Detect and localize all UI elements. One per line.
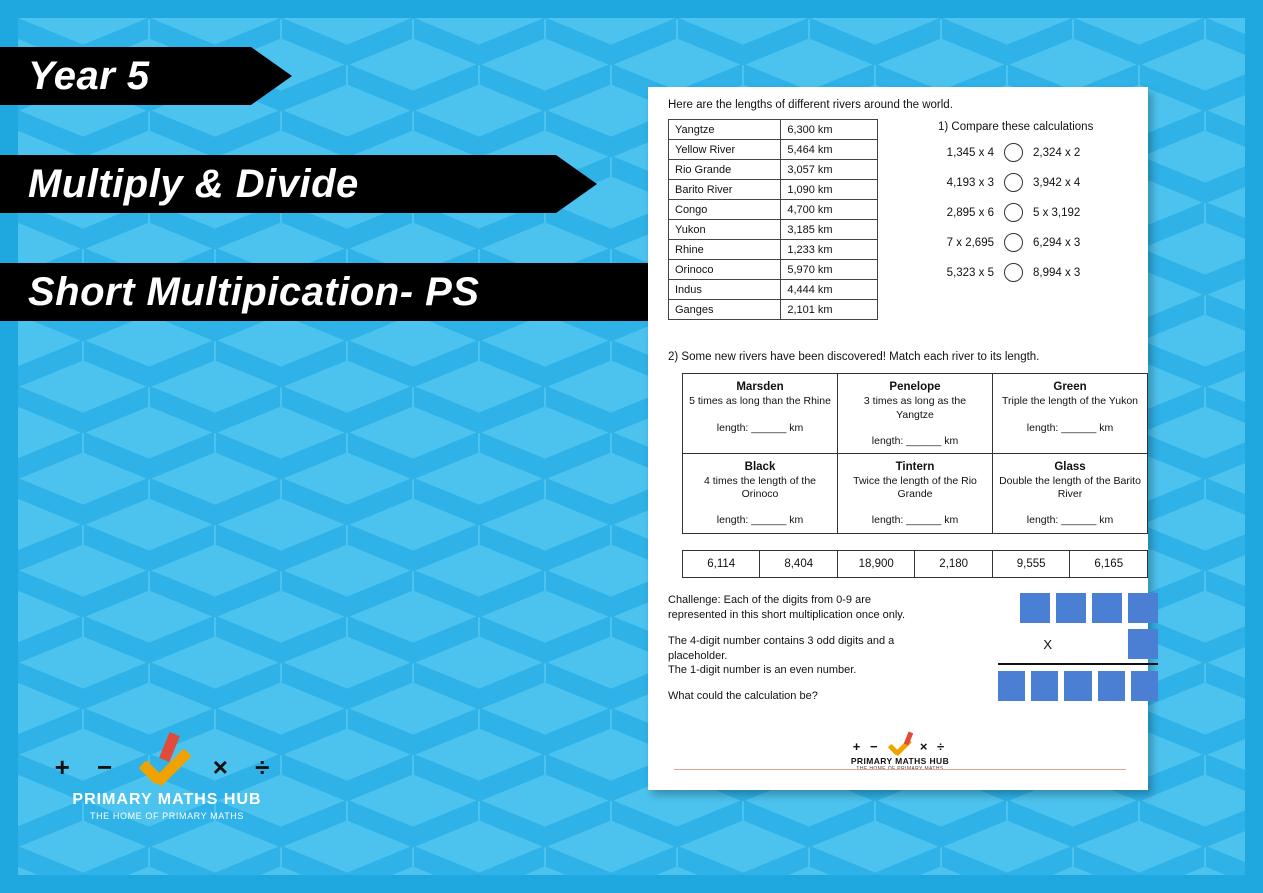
river-card-name: Marsden: [736, 381, 784, 393]
river-card: [838, 453, 993, 533]
table-row: [669, 240, 878, 260]
table-row: [669, 120, 878, 140]
worksheet-content: [668, 99, 1141, 782]
answer-option[interactable]: 2,180: [915, 550, 992, 577]
comparison-row: [916, 203, 1156, 222]
primary-maths-hub-logo: [52, 745, 282, 821]
river-length: 6,300 km: [781, 120, 878, 140]
table-row: [683, 453, 1148, 533]
river-card-clue: 4 times the length of the Orinoco: [703, 475, 817, 501]
river-length: 3,057 km: [781, 160, 878, 180]
river-name: Yellow River: [669, 140, 781, 160]
answer-option[interactable]: 18,900: [837, 550, 914, 577]
question-2: [668, 351, 1141, 578]
river-length: 4,700 km: [781, 200, 878, 220]
river-card-length-blank[interactable]: length: ______ km: [716, 514, 804, 527]
challenge-para-1: Challenge: Each of the digits from 0-9 are represented in this short multiplication once only.: [668, 594, 906, 621]
logo-tagline: THE HOME OF PRIMARY MATHS: [89, 811, 244, 821]
river-length: 4,444 km: [781, 280, 878, 300]
river-name: Congo: [669, 200, 781, 220]
river-card: [993, 374, 1148, 454]
river-card-length-blank[interactable]: length: ______ km: [871, 434, 959, 447]
comparison-answer-circle[interactable]: [1004, 173, 1023, 192]
digit-box[interactable]: [1020, 593, 1050, 623]
logo-times-divide: × ÷: [212, 752, 280, 782]
table-row: [669, 220, 878, 240]
question-1: [916, 121, 1156, 293]
river-name: Rio Grande: [669, 160, 781, 180]
challenge-calculation-boxes: [998, 593, 1158, 707]
river-card: [683, 374, 838, 454]
table-row: [669, 140, 878, 160]
river-card-length-blank[interactable]: length: ______ km: [871, 514, 959, 527]
answer-option[interactable]: 8,404: [760, 550, 837, 577]
logo-name: PRIMARY MATHS HUB: [72, 791, 262, 808]
river-card: [993, 453, 1148, 533]
digit-box[interactable]: [1031, 671, 1058, 701]
comparison-left: 1,345 x 4: [946, 146, 994, 159]
river-card-clue: 5 times as long than the Rhine: [689, 395, 831, 408]
comparison-row: [916, 143, 1156, 162]
banner-year-label: Year 5: [28, 53, 150, 98]
logo-plus-minus: + −: [54, 752, 123, 782]
river-name: Indus: [669, 280, 781, 300]
river-length: 5,970 km: [781, 260, 878, 280]
footer-times-divide: × ÷: [919, 739, 948, 755]
river-length: 5,464 km: [781, 140, 878, 160]
banner-year: [0, 47, 251, 105]
comparison-answer-circle[interactable]: [1004, 233, 1023, 252]
rivers-table: [668, 119, 878, 320]
comparison-right: 2,324 x 2: [1033, 146, 1081, 159]
question-1-title: 1) Compare these calculations: [938, 121, 1094, 133]
banner-topic-label: Multiply & Divide: [28, 161, 359, 206]
river-card-clue: Triple the length of the Yukon: [1001, 395, 1138, 408]
footer-tagline: THE HOME OF PRIMARY MATHS: [856, 766, 944, 772]
worksheet-preview[interactable]: [648, 87, 1148, 790]
answer-option[interactable]: 6,114: [683, 550, 760, 577]
answer-option[interactable]: 6,165: [1070, 550, 1148, 577]
table-row: [669, 160, 878, 180]
digit-box[interactable]: [1092, 593, 1122, 623]
digit-box[interactable]: [1128, 629, 1158, 659]
river-name: Rhine: [669, 240, 781, 260]
river-card-clue: Twice the length of the Rio Grande: [853, 475, 977, 501]
digit-box[interactable]: [1098, 671, 1125, 701]
river-card-length-blank[interactable]: length: ______ km: [716, 421, 804, 434]
banner-subtopic: [0, 263, 734, 321]
river-length: 1,090 km: [781, 180, 878, 200]
river-length: 3,185 km: [781, 220, 878, 240]
challenge-text: [668, 593, 928, 715]
river-name: Yangtze: [669, 120, 781, 140]
river-card-clue: Double the length of the Barito River: [999, 475, 1141, 501]
river-card-clue: 3 times as long as the Yangtze: [863, 395, 967, 421]
logo-icon: [52, 745, 282, 789]
multiply-sign: X: [1043, 636, 1052, 652]
comparison-left: 5,323 x 5: [946, 266, 994, 279]
river-card-name: Glass: [1054, 460, 1086, 473]
river-name: Yukon: [669, 220, 781, 240]
comparison-right: 8,994 x 3: [1033, 266, 1081, 279]
table-row: [669, 260, 878, 280]
comparison-answer-circle[interactable]: [1004, 263, 1023, 282]
comparison-right: 3,942 x 4: [1033, 176, 1081, 189]
river-card-name: Black: [744, 460, 776, 473]
river-length: 1,233 km: [781, 240, 878, 260]
comparison-row: [916, 263, 1156, 282]
river-card-name: Penelope: [889, 381, 941, 393]
calculation-rule-line: [998, 663, 1158, 665]
river-match-table: [682, 373, 1148, 534]
comparison-left: 4,193 x 3: [946, 176, 994, 189]
digit-box[interactable]: [998, 671, 1025, 701]
question-2-title: 2) Some new rivers have been discovered! Match each river to its length.: [668, 351, 1040, 363]
answer-bank-table: [682, 550, 1148, 578]
comparison-answer-circle[interactable]: [1004, 143, 1023, 162]
comparison-right: 6,294 x 3: [1033, 236, 1081, 249]
worksheet-intro: Here are the lengths of different rivers around the world.: [668, 99, 953, 111]
footer-brand: PRIMARY MATHS HUB: [850, 756, 950, 766]
table-row: [669, 300, 878, 320]
table-row: [669, 180, 878, 200]
comparison-row: [916, 233, 1156, 252]
river-name: Orinoco: [669, 260, 781, 280]
challenge-para-4: What could the calculation be?: [668, 690, 818, 703]
comparison-row: [916, 173, 1156, 192]
footer-logo-icon: [853, 739, 947, 755]
table-row: [683, 374, 1148, 454]
calculation-top-row: [998, 593, 1158, 623]
footer-divider: [674, 769, 1126, 770]
banner-topic: [0, 155, 556, 213]
comparison-right: 5 x 3,192: [1033, 206, 1081, 219]
challenge-para-2a: The 4-digit number contains 3 odd digits and a placeholder.: [668, 634, 895, 662]
answer-option[interactable]: 9,555: [992, 550, 1069, 577]
river-name: Ganges: [669, 300, 781, 320]
challenge-para-2: [668, 634, 928, 679]
comparison-answer-circle[interactable]: [1004, 203, 1023, 222]
river-card-name: Green: [1053, 381, 1087, 393]
banner-subtopic-label: Short Multipication- PS: [28, 269, 480, 314]
river-card-length-blank[interactable]: length: ______ km: [1026, 514, 1114, 527]
table-row: [683, 550, 1148, 577]
river-length: 2,101 km: [781, 300, 878, 320]
river-card: [683, 453, 838, 533]
digit-box[interactable]: [1128, 593, 1158, 623]
river-name: Barito River: [669, 180, 781, 200]
table-row: [669, 280, 878, 300]
digit-box[interactable]: [1131, 671, 1158, 701]
digit-box[interactable]: [1056, 593, 1086, 623]
challenge-para-2b: The 1-digit number is an even number.: [668, 664, 857, 677]
comparison-left: 7 x 2,695: [946, 236, 994, 249]
worksheet-footer: [668, 739, 1132, 772]
digit-box[interactable]: [1064, 671, 1091, 701]
river-card-length-blank[interactable]: length: ______ km: [1026, 421, 1114, 434]
comparison-left: 2,895 x 6: [946, 206, 994, 219]
river-card-name: Tintern: [895, 460, 935, 473]
river-card: [838, 374, 993, 454]
calculation-result-row: [998, 671, 1158, 701]
calculation-multiplier-row: [998, 629, 1158, 659]
footer-plus-minus: + −: [852, 739, 881, 755]
table-row: [669, 200, 878, 220]
